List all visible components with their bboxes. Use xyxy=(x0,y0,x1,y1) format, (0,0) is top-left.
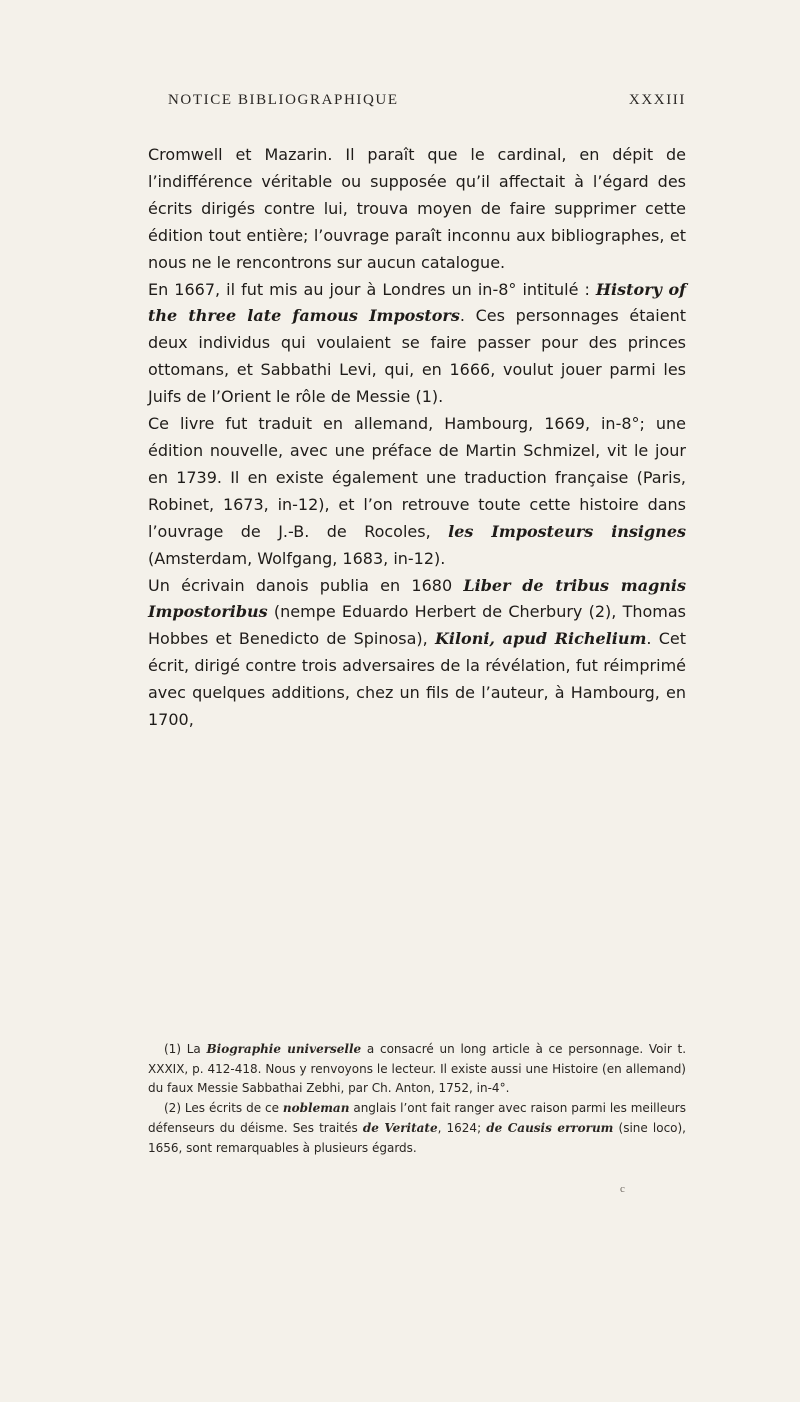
text-run: . Cet écrit, dirigé contre trois adversaires de la révélation, fut réimprimé avec quelques additions, chez un fils de l’auteur, à Hambourg, en 1700, xyxy=(148,629,686,730)
paragraph xyxy=(148,573,686,734)
text-run: . Ces personnages étaient deux individus qui voulaient se faire passer pour des princes ottomans, et Sabbathi Levi, qui, en 1666, voulut jouer parmi les Juifs de l’Orient le rôle de Messie (1). xyxy=(148,306,686,407)
footnote-text: a consacré un long article à ce personnage. Voir t. XXXIX, p. 412-418. Nous y renvoyons le lecteur. Il existe aussi une Histoire (en allemand) du faux Messie Sabbathai Zebhi, par Ch. Anton, 1752, in-4°. xyxy=(148,1042,687,1096)
page-number: XXXIII xyxy=(628,92,686,108)
text-run: Cromwell et Mazarin. Il paraît que le cardinal, en dépit de l’indifférence véritable ou supposée qu’il affectait à l’égard des écrits dirigés contre lui, trouva moyen de faire supprimer cette édition tout entière; l’ouvrage paraît inconnu aux bibliographes, et nous ne le rencontrons sur aucun catalogue. xyxy=(148,145,686,272)
book-title: de Veritate xyxy=(362,1120,438,1135)
running-head xyxy=(148,92,686,118)
text-run: (nempe Eduardo Herbert de Cherbury (2), Thomas Hobbes et Benedicto de Spinosa), xyxy=(148,602,686,649)
paragraph xyxy=(148,277,686,412)
paragraph xyxy=(148,142,686,277)
footnotes xyxy=(148,1040,686,1158)
book-title: Biographie universelle xyxy=(206,1042,362,1056)
text-run: Ce livre fut traduit en allemand, Hambourg, 1669, in-8°; une édition nouvelle, avec une préface de Martin Schmizel, vit le jour en 1739. Il en existe également une traduction française (Paris, Robinet, 1673, in-12), et l’on retrouve toute cette histoire dans l’ouvrage de J.-B. de Rocoles, xyxy=(148,414,686,541)
footnote-text: (1) La xyxy=(164,1042,207,1056)
signature-mark: c xyxy=(620,1183,625,1195)
footnote xyxy=(148,1040,686,1099)
footnote-text: (sine loco), 1656, sont remarquables à plusieurs égards. xyxy=(148,1120,686,1155)
italic-term: nobleman xyxy=(282,1101,350,1116)
running-head-title: NOTICE BIBLIOGRAPHIQUE xyxy=(168,92,399,108)
book-title: les Imposteurs insignes xyxy=(448,521,687,541)
text-run: En 1667, il fut mis au jour à Londres un in-8° intitulé : xyxy=(148,279,596,299)
paragraph xyxy=(148,411,686,572)
footnote-text: anglais l’ont fait ranger avec raison parmi les meilleurs défenseurs du déisme. Ses traités xyxy=(148,1101,686,1135)
imprint: Kiloni, apud Richelium xyxy=(434,629,647,649)
footnote xyxy=(148,1099,686,1158)
footnote-text: (2) Les écrits de ce xyxy=(164,1101,283,1116)
book-title: Liber de tribus magnis Impostoribus xyxy=(148,575,686,622)
book-title: History of the three late famous Impostors xyxy=(148,279,686,326)
book-title: de Causis errorum xyxy=(486,1120,614,1135)
text-run: Un écrivain danois publia en 1680 xyxy=(148,575,464,595)
footnote-text: , 1624; xyxy=(437,1120,487,1135)
body-text xyxy=(148,142,686,734)
text-run: (Amsterdam, Wolfgang, 1683, in-12). xyxy=(148,548,446,568)
